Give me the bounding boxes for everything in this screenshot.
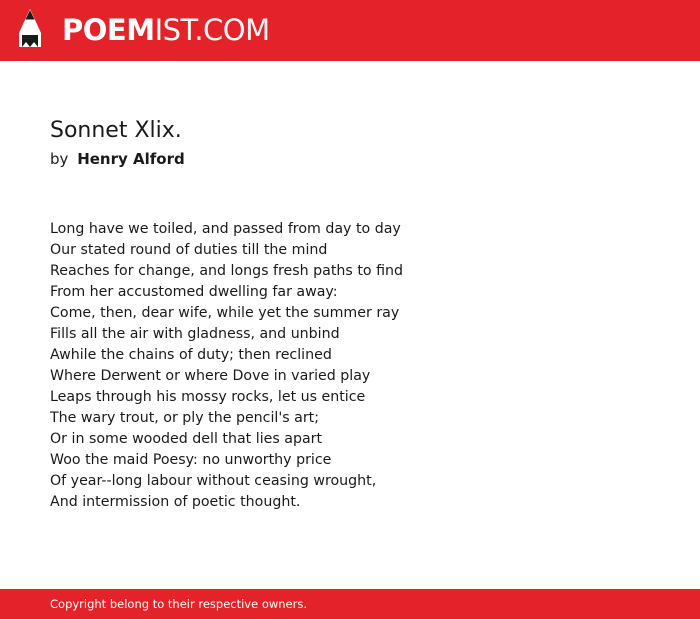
logo-text-bold: POEM xyxy=(62,13,155,47)
poem-line: From her accustomed dwelling far away: xyxy=(50,284,338,300)
poem-line: Long have we toiled, and passed from day to day xyxy=(50,221,401,237)
poem-line: Leaps through his mossy rocks, let us entice xyxy=(50,389,366,405)
logo-text-light: IST.COM xyxy=(154,13,270,47)
site-logo[interactable] xyxy=(18,9,270,51)
poem-line: Awhile the chains of duty; then reclined xyxy=(50,347,332,363)
poem-line: Reaches for change, and longs fresh paths to find xyxy=(50,263,404,279)
poem-line: Or in some wooded dell that lies apart xyxy=(50,431,323,447)
site-header xyxy=(0,0,700,61)
poem-line: Where Derwent or where Dove in varied play xyxy=(50,368,371,384)
poem-line: Come, then, dear wife, while yet the summer ray xyxy=(50,305,400,321)
copyright-notice: Copyright belong to their respective owners. xyxy=(50,597,308,611)
site-footer xyxy=(0,589,700,619)
by-label: by xyxy=(50,150,69,168)
poem-line: The wary trout, or ply the pencil's art; xyxy=(50,410,320,426)
poem-byline xyxy=(50,149,185,169)
poem-title: Sonnet Xlix. xyxy=(50,118,182,143)
poem-line: Fills all the air with gladness, and unbind xyxy=(50,326,340,342)
logo-wordmark xyxy=(62,9,270,51)
author-name[interactable]: Henry Alford xyxy=(77,150,185,168)
pencil-icon xyxy=(18,9,42,51)
poem-line: Woo the maid Poesy: no unworthy price xyxy=(50,452,332,468)
poem-line: And intermission of poetic thought. xyxy=(50,494,301,510)
poem-line: Of year--long labour without ceasing wrought, xyxy=(50,473,377,489)
poem-line: Our stated round of duties till the mind xyxy=(50,242,328,258)
poem-body xyxy=(50,219,403,513)
